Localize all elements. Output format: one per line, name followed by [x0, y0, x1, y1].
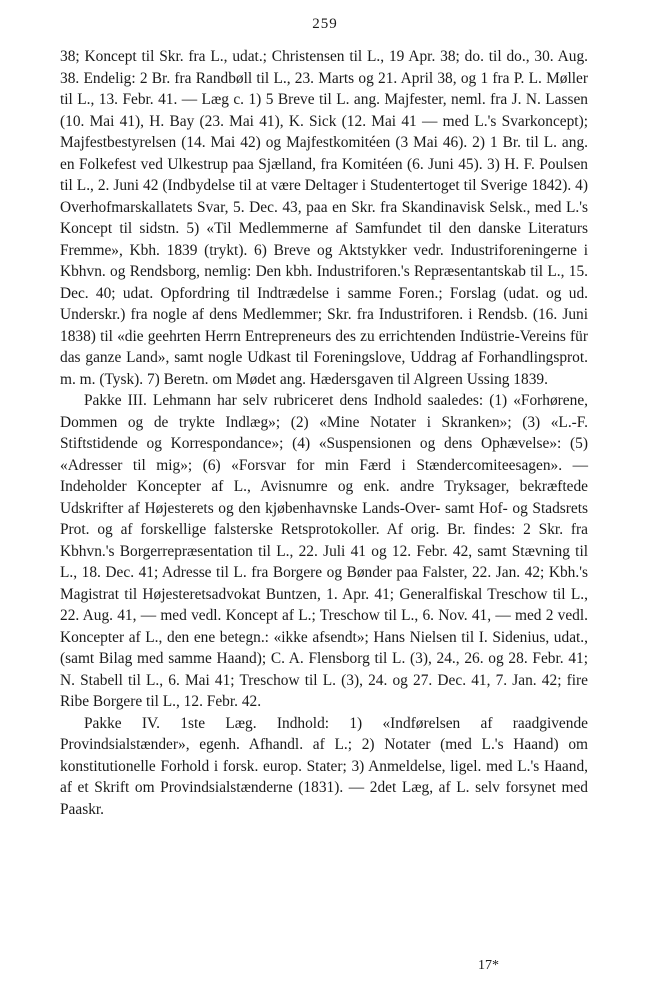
paragraph-continuation: 38; Koncept til Skr. fra L., udat.; Christensen til L., 19 Apr. 38; do. til do., 30. Aug. 38. Endelig: 2 Br. fra Randbøll til L., 23. Marts og 21. April 38, og 1 fra P. L. Møller til L., 13. Febr. 41. — Læg c. 1) 5 Breve til L. ang. Majfester, neml. fra J. N. Lassen (10. Mai 41), H. Bay (23. Mai 41), K. Sick (12. Mai 41 — med L.'s Svarkoncept); Majfestbestyrelsen (14. Mai 42) og Majfestkomitéen (3 Mai 46). 2) 1 Br. til L. ang. en Folkefest ved Ulkestrup paa Sjælland, fra Komitéen (6. Juni 45). 3) H. F. Poulsen til L., 2. Juni 42 (Indbydelse til at være Deltager i Studentertoget til Sverige 1842). 4) Overhofmarskallatets Svar, 5. Dec. 43, paa en Skr. fra Skandinavisk Selsk., med L.'s Koncept til sidstn. 5) «Til Medlemmerne af Samfundet til den danske Literaturs Fremme», Kbh. 1839 (trykt). 6) Breve og Aktstykker vedr. Industriforeningerne i Kbhvn. og Rendsborg, nemlig: Den kbh. Industriforen.'s Repræsentantskab til L., 15. Dec. 40; udat. Opfordring til Indtrædelse i samme Foren.; Forslag (udat. og ud. Underskr.) fra nogle af dens Medlemmer; Skr. fra Industriforen. i Rendsb. (16. Juni 1838) til «die geehrten Herrn Entrepreneurs des zu errichtenden Indüstrie-Vereins für das ganze Land», samt nogle Udkast til Foreningslove, Uddrag af Forhandlingsprot. m. m. (Tysk). 7) Beretn. om Mødet ang. Hædersgaven til Algreen Ussing 1839. [60, 48, 588, 388]
paragraph-pakke-iii: Pakke III. Lehmann har selv rubriceret dens Indhold saaledes: (1) «Forhørene, Dommen og de trykte Indlæg»; (2) «Mine Notater i Skranken»; (3) «L.-F. Stiftstidende og Korrespondance»; (4) «Suspensionen og dens Ophævelse»: (5) «Adresser til mig»; (6) «Forsvar for min Færd i Stændercomiteesagen». — Indeholder Koncepter af L., Avisnumre og enk. andre Tryksager, bekræftede Udskrifter af Højesterets og den kjøbenhavnske Lands-Over- samt Hof- og Stadsrets Prot. og af forskellige falsterske Retsprotokoller. Af orig. Br. findes: 2 Skr. fra Kbhvn.'s Borgerrepræsentation til L., 22. Juli 41 og 12. Febr. 42, samt Stævning til L., 18. Dec. 41; Adresse til L. fra Borgere og Bønder paa Falster, 22. Jan. 42; Kbh.'s Magistrat til Højesteretsadvokat Buntzen, 1. Apr. 41; Generalfiskal Treschow til L., 22. Aug. 41, — med vedl. Koncept af L.; Treschow til L., 6. Nov. 41, — med 2 vedl. Koncepter af L., den ene betegn.: «ikke afsendt»; Hans Nielsen til I. Sidenius, udat., (samt Bilag med samme Haand); C. A. Flensborg til L. (3), 24., 26. og 28. Febr. 41; N. Stabell til L., 6. Mai 41; Treschow til L. (3), 24. og 27. Dec. 41, 7. Jan. 42; fire Ribe Borgere til L., 12. Febr. 42. [60, 392, 588, 710]
page-number: 259 [312, 16, 338, 32]
paragraph-pakke-iv: Pakke IV. 1ste Læg. Indhold: 1) «Indførelsen af raadgivende Provindsialstænder», egenh. Afhandl. af L.; 2) Notater (med L.'s Haand) om konstitutionelle Forhold i forsk. europ. Stater; 3) Anmeldelse, ligel. med L.'s Haand, af et Skrift om Provindsialstænderne (1831). — 2det Læg, af L. selv forsynet med Paaskr. [60, 714, 588, 818]
text-body [60, 46, 588, 820]
printer-signature: 17* [478, 958, 499, 973]
